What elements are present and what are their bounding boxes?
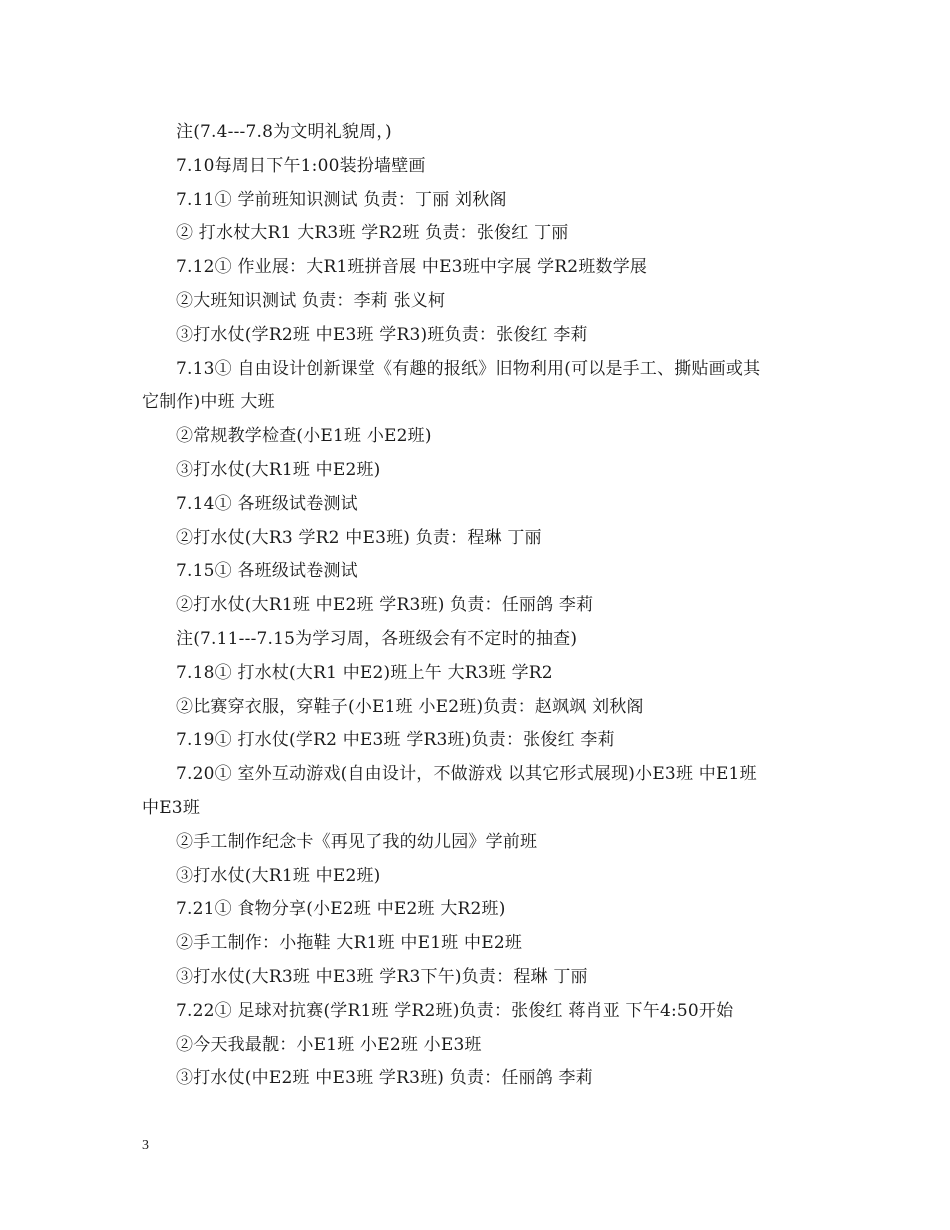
text-line: ③打水仗(大R3班 中E3班 学R3下午)负责：程琳 丁丽 xyxy=(176,966,588,987)
text-line: ②常规教学检查(小E1班 小E2班) xyxy=(176,426,432,447)
text-line: ②手工制作纪念卡《再见了我的幼儿园》学前班 xyxy=(176,831,538,852)
text-line: ③打水仗(中E2班 中E3班 学R3班) 负责：任丽鸽 李莉 xyxy=(176,1068,593,1089)
text-line: ③打水仗(大R1班 中E2班) xyxy=(176,459,381,480)
text-line: 7.10每周日下午1:00装扮墙壁画 xyxy=(176,155,426,176)
text-line: 注(7.4---7.8为文明礼貌周，) xyxy=(176,122,392,142)
page-number: 3 xyxy=(142,1138,149,1153)
text-line: 7.18① 打水杖(大R1 中E2)班上午 大R3班 学R2 xyxy=(176,662,553,683)
text-line: 7.19① 打水仗(学R2 中E3班 学R3班)负责：张俊红 李莉 xyxy=(176,730,615,751)
text-line: ②比赛穿衣服，穿鞋子(小E1班 小E2班)负责：赵飒飒 刘秋阁 xyxy=(176,696,644,717)
text-line: 7.21① 食物分享(小E2班 中E2班 大R2班) xyxy=(176,899,506,920)
text-line: 注(7.11---7.15为学习周，各班级会有不定时的抽查) xyxy=(176,628,578,649)
text-line: ③打水仗(大R1班 中E2班) xyxy=(176,865,381,886)
text-line-continuation: 中E3班 xyxy=(142,797,201,818)
text-line: ②打水仗(大R1班 中E2班 学R3班) 负责：任丽鸽 李莉 xyxy=(176,595,594,616)
text-line: ②大班知识测试 负责：李莉 张义柯 xyxy=(176,290,446,311)
text-line: 7.13① 自由设计创新课堂《有趣的报纸》旧物利用(可以是手工、撕贴画或其 xyxy=(176,358,761,379)
text-line: 7.12① 作业展：大R1班拼音展 中E3班中字展 学R2班数学展 xyxy=(176,257,648,278)
text-line: ②打水仗(大R3 学R2 中E3班) 负责：程琳 丁丽 xyxy=(176,527,542,548)
document-body xyxy=(142,116,822,1096)
text-line: 7.11① 学前班知识测试 负责：丁丽 刘秋阁 xyxy=(176,189,507,210)
text-line: ③打水仗(学R2班 中E3班 学R3)班负责：张俊红 李莉 xyxy=(176,324,588,345)
text-line-continuation: 它制作)中班 大班 xyxy=(142,392,275,413)
text-line: ② 打水杖大R1 大R3班 学R2班 负责：张俊红 丁丽 xyxy=(176,223,569,244)
text-line: 7.15① 各班级试卷测试 xyxy=(176,561,358,582)
text-line: ②手工制作：小拖鞋 大R1班 中E1班 中E2班 xyxy=(176,933,523,954)
text-line: ②今天我最靓：小E1班 小E2班 小E3班 xyxy=(176,1034,482,1055)
text-line: 7.20① 室外互动游戏(自由设计，不做游戏 以其它形式展现)小E3班 中E1班 xyxy=(176,764,757,785)
text-line: 7.14① 各班级试卷测试 xyxy=(176,493,358,514)
text-line: 7.22① 足球对抗赛(学R1班 学R2班)负责：张俊红 蒋肖亚 下午4:50开始 xyxy=(176,1000,734,1021)
